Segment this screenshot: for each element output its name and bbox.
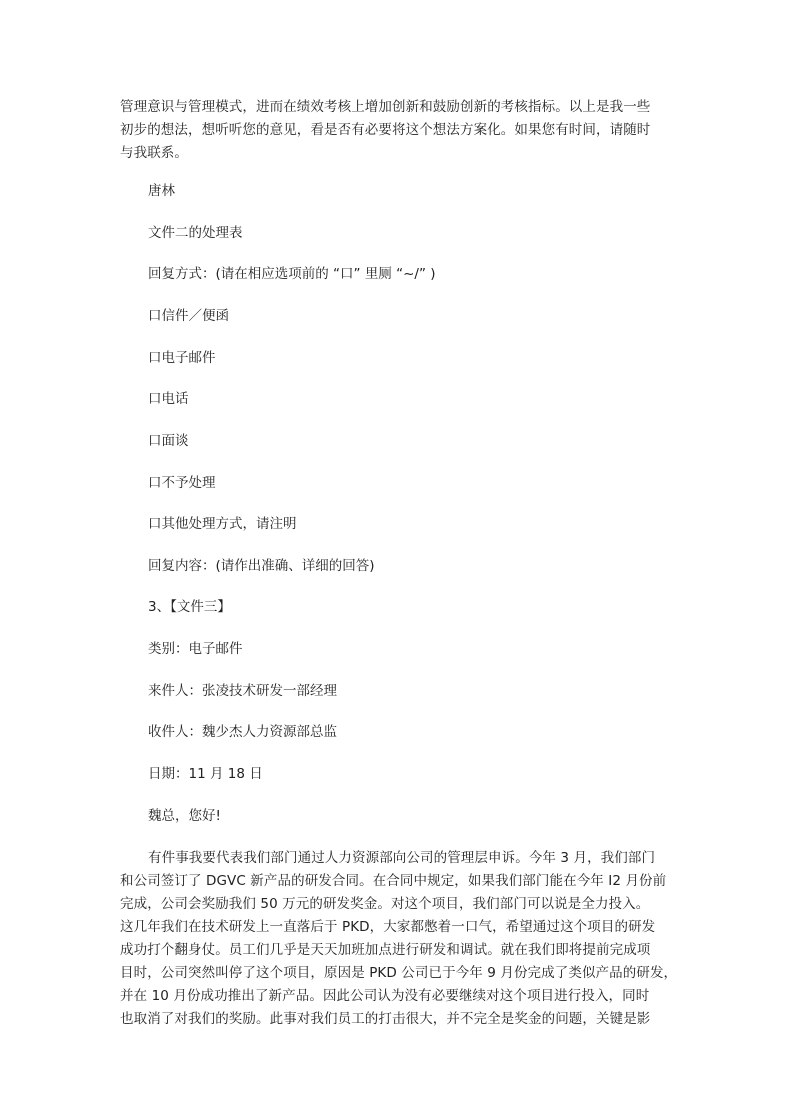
form-title: 文件二的处理表 xyxy=(148,225,243,241)
file3-heading: 3、【文件三】 xyxy=(148,599,231,615)
email-date: 日期：11 月 18 日 xyxy=(148,766,263,782)
intro-paragraph xyxy=(120,96,690,165)
body-line: 并在 10 月份成功推出了新产品。因此公司认为没有必要继续对这个项目进行投入，同时 xyxy=(120,988,650,1004)
body-line: 目时，公司突然叫停了这个项目，原因是 PKD 公司已于今年 9 月份完成了类似产品的研发， xyxy=(120,965,678,981)
option-meeting: 口面谈 xyxy=(148,433,189,449)
body-line: 有件事我要代表我们部门通过人力资源部向公司的管理层申诉。今年 3 月，我们部门 xyxy=(148,850,656,866)
email-sender: 来件人：张凌技术研发一部经理 xyxy=(148,683,337,699)
option-other: 口其他处理方式，请注明 xyxy=(148,516,297,532)
body-line: 也取消了对我们的奖励。此事对我们员工的打击很大，并不完全是奖金的问题，关键是影 xyxy=(120,1011,651,1027)
email-recipient: 收件人：魏少杰人力资源部总监 xyxy=(148,724,337,740)
intro-line: 管理意识与管理模式，进而在绩效考核上增加创新和鼓励创新的考核指标。以上是我一些 xyxy=(120,99,651,115)
option-email: 口电子邮件 xyxy=(148,350,216,366)
body-paragraph xyxy=(120,847,690,1031)
option-letter: 口信件／便函 xyxy=(148,308,229,324)
email-category: 类别：电子邮件 xyxy=(148,641,243,657)
body-line: 和公司签订了 DGVC 新产品的研发合同。在合同中规定，如果我们部门能在今年 I2 月份前 xyxy=(120,873,667,889)
body-line: 完成，公司会奖励我们 50 万元的研发奖金。对这个项目，我们部门可以说是全力投入。 xyxy=(120,896,650,912)
intro-line: 初步的想法，想听听您的意见，看是否有必要将这个想法方案化。如果您有时间，请随时 xyxy=(120,122,651,138)
option-no-action: 口不予处理 xyxy=(148,475,216,491)
body-line: 成功打个翻身仗。员工们几乎是天天加班加点进行研发和调试。就在我们即将提前完成项 xyxy=(120,942,651,958)
signature: 唐林 xyxy=(148,183,175,199)
body-line: 这几年我们在技术研发上一直落后于 PKD，大家都憋着一口气，希望通过这个项目的研发 xyxy=(120,919,656,935)
greeting: 魏总，您好! xyxy=(148,808,221,824)
reply-method-label: 回复方式：(请在相应选项前的 “口” 里厕 “~/” ) xyxy=(148,266,436,282)
reply-content-label: 回复内容：(请作出准确、详细的回答) xyxy=(148,558,375,574)
intro-line: 与我联系。 xyxy=(120,145,188,161)
option-phone: 口电话 xyxy=(148,391,189,407)
